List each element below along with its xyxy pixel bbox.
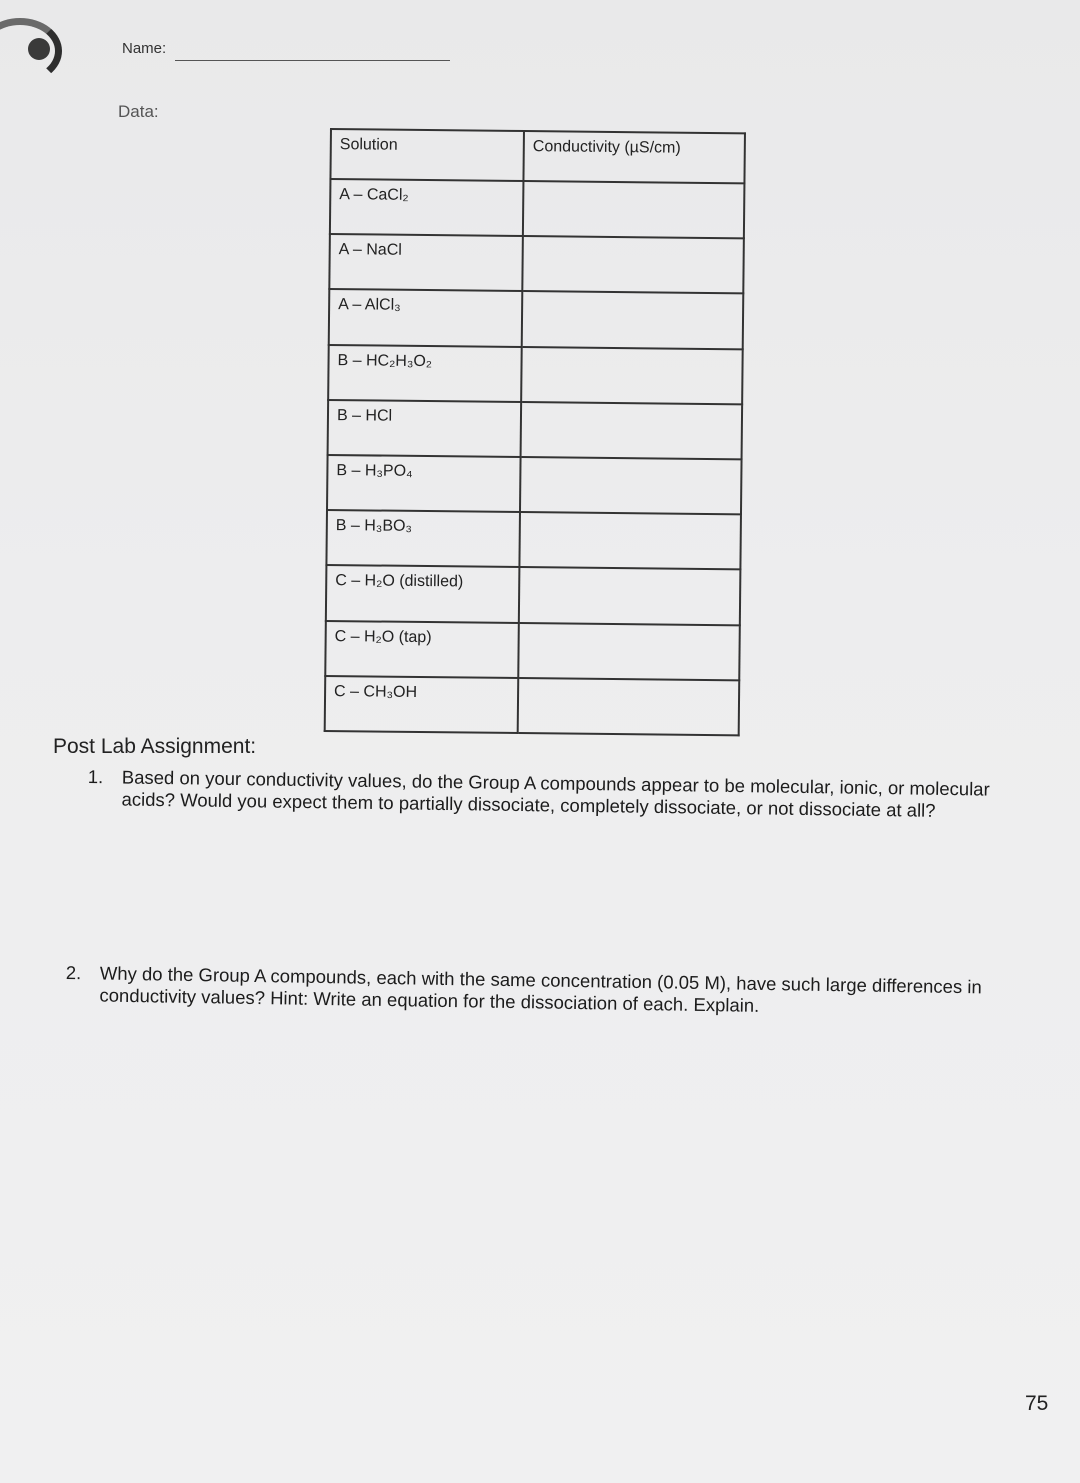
page-number: 75	[1025, 1392, 1049, 1415]
solution-cell: A – CaCl₂	[330, 179, 524, 236]
question-number: 2.	[65, 962, 82, 984]
column-header-conductivity: Conductivity (µS/cm)	[523, 131, 745, 183]
conductivity-table	[324, 128, 746, 736]
solution-cell: C – H₂O (tap)	[325, 620, 519, 677]
conductivity-cell[interactable]	[520, 457, 742, 514]
solution-cell: B – HCl	[328, 400, 522, 457]
table-row	[326, 565, 741, 625]
question-1	[87, 766, 1038, 823]
name-label: Name:	[122, 40, 167, 57]
post-lab-title: Post Lab Assignment:	[53, 735, 257, 758]
name-blank-line	[175, 60, 450, 61]
table-row	[325, 676, 740, 736]
solution-cell: B – HC₂H₃O₂	[328, 345, 522, 402]
table-header-row	[330, 129, 745, 183]
conductivity-cell[interactable]	[522, 236, 744, 293]
solution-cell: A – NaCl	[329, 234, 523, 291]
conductivity-cell[interactable]	[521, 402, 743, 459]
conductivity-cell[interactable]	[519, 512, 741, 569]
data-label: Data:	[118, 102, 159, 121]
conductivity-cell[interactable]	[522, 291, 744, 348]
question-text: Why do the Group A compounds, each with the same concentration (0.05 M), have such large differences in conductivity values? Hint: Write an equation for the dissociation of each. Explain.	[99, 962, 982, 1016]
conductivity-cell[interactable]	[521, 347, 743, 404]
conductivity-cell[interactable]	[519, 567, 741, 624]
table-row	[330, 179, 745, 239]
conductivity-cell[interactable]	[523, 181, 745, 238]
solution-cell: B – H₃BO₃	[326, 510, 520, 567]
solution-cell: B – H₃PO₄	[327, 455, 521, 512]
solution-cell: C – CH₃OH	[325, 676, 519, 733]
binder-hole	[28, 38, 50, 60]
solution-cell: C – H₂O (distilled)	[326, 565, 520, 622]
table-row	[325, 620, 740, 680]
table-row	[329, 234, 744, 294]
table-row	[327, 455, 742, 515]
table-row	[328, 400, 743, 460]
question-text: Based on your conductivity values, do the Group A compounds appear to be molecular, ionic, or molecular acids? Would you expect them to partially dissociate, completely dissociate, or not dissociate at all?	[121, 766, 990, 821]
table-row	[328, 345, 743, 405]
solution-cell: A – AlCl₃	[329, 289, 523, 346]
conductivity-cell[interactable]	[518, 678, 740, 736]
question-2	[65, 962, 1036, 1021]
column-header-solution: Solution	[330, 129, 524, 181]
conductivity-cell[interactable]	[518, 623, 740, 680]
question-number: 1.	[87, 766, 104, 788]
table-row	[326, 510, 741, 570]
table-row	[329, 289, 744, 349]
